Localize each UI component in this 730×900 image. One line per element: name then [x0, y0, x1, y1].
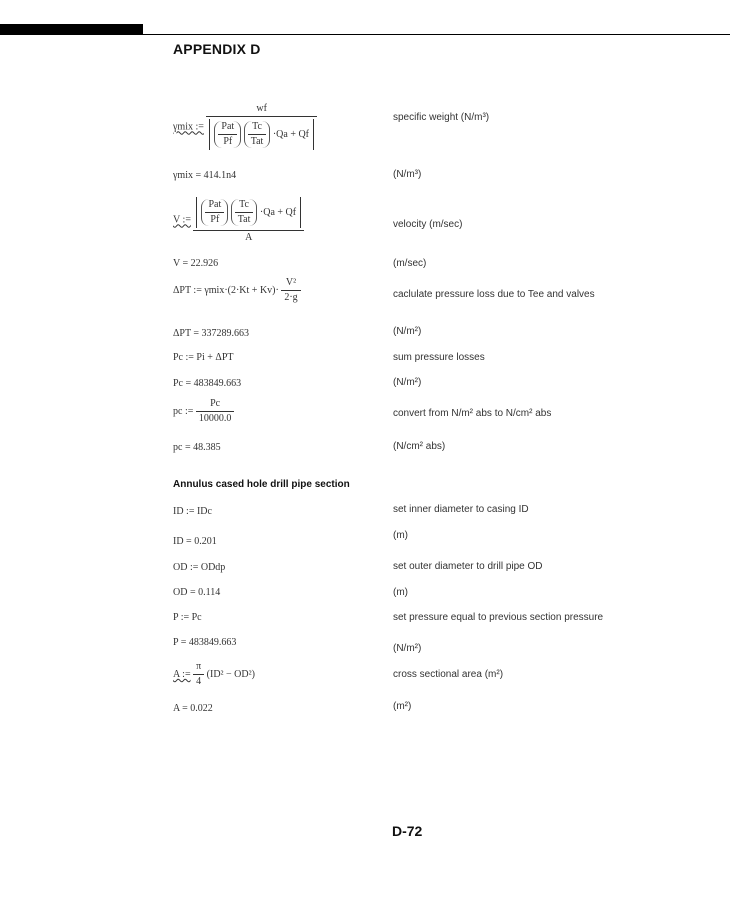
assignment: OD := ODdp: [173, 562, 226, 573]
formula-gamma-mix: [173, 104, 317, 150]
note: (m/sec): [393, 258, 427, 269]
result: V = 22.926: [173, 258, 219, 269]
formula-conversion: pc := $\frac{Pc}{10000.0}$: [173, 399, 234, 424]
note: set pressure equal to previous section pressure: [393, 612, 604, 623]
header-bar: [0, 24, 143, 35]
page-number: D-72: [392, 823, 423, 839]
note: (N/m²): [393, 377, 422, 388]
fraction: $\frac{\text{V²}}{2\cdot g}$: [281, 278, 300, 303]
note: (N/cm² abs): [393, 441, 446, 452]
formula-lhs: γmix :=: [173, 121, 204, 133]
appendix-label: APPENDIX D: [173, 41, 261, 57]
fraction: wf $\frac{\text{Pat}}{Pf}$ $\frac{Tc}{\text{Tat}}$ ·Qa + Qf: [206, 104, 317, 150]
assignment: ID := IDc: [173, 506, 212, 517]
result: A = 0.022: [173, 703, 213, 714]
result: OD = 0.114: [173, 587, 221, 598]
fraction: $\frac{\text{Pat}}{Pf}$ $\frac{Tc}{\text{Tat}}$ ·Qa + Qf A: [193, 197, 304, 243]
fraction: $\frac{\pi}{4}$: [193, 662, 204, 687]
note: (N/m³): [393, 169, 422, 180]
formula-lhs: A :=: [173, 668, 191, 680]
note: (m²): [393, 701, 412, 712]
note: (N/m²): [393, 643, 422, 654]
assignment: Pc := Pi + ΔPT: [173, 352, 234, 363]
note: velocity (m/sec): [393, 219, 463, 230]
result: P = 483849.663: [173, 637, 237, 648]
note: cross sectional area (m²): [393, 669, 504, 680]
result: pc = 48.385: [173, 442, 221, 453]
note: convert from N/m² abs to N/cm² abs: [393, 408, 552, 419]
note: (m): [393, 530, 408, 541]
note: (N/m²): [393, 326, 422, 337]
assignment: P := Pc: [173, 612, 202, 623]
fraction: $\frac{Pc}{10000.0}$: [196, 399, 235, 424]
note: set inner diameter to casing ID: [393, 504, 529, 515]
result: ID = 0.201: [173, 536, 217, 547]
note: specific weight (N/m³): [393, 112, 490, 123]
note: caclulate pressure loss due to Tee and valves: [393, 289, 595, 300]
note: (m): [393, 587, 408, 598]
formula-area: A := $\frac{\pi}{4}$ (ID² − OD²): [173, 661, 255, 687]
formula-pressure-loss: ΔPT := γmix·(2·Kt + Kv)· $\frac{\text{V²}}{2\cdot g}$: [173, 278, 301, 303]
result: γmix = 414.1n4: [173, 170, 237, 181]
result: ΔPT = 337289.663: [173, 328, 250, 339]
formula-velocity: [173, 197, 304, 243]
result: Pc = 483849.663: [173, 378, 242, 389]
note: set outer diameter to drill pipe OD: [393, 561, 543, 572]
section-title: Annulus cased hole drill pipe section: [173, 479, 350, 490]
header-rule: [143, 34, 730, 35]
formula-lhs: V :=: [173, 214, 191, 226]
note: sum pressure losses: [393, 352, 485, 363]
